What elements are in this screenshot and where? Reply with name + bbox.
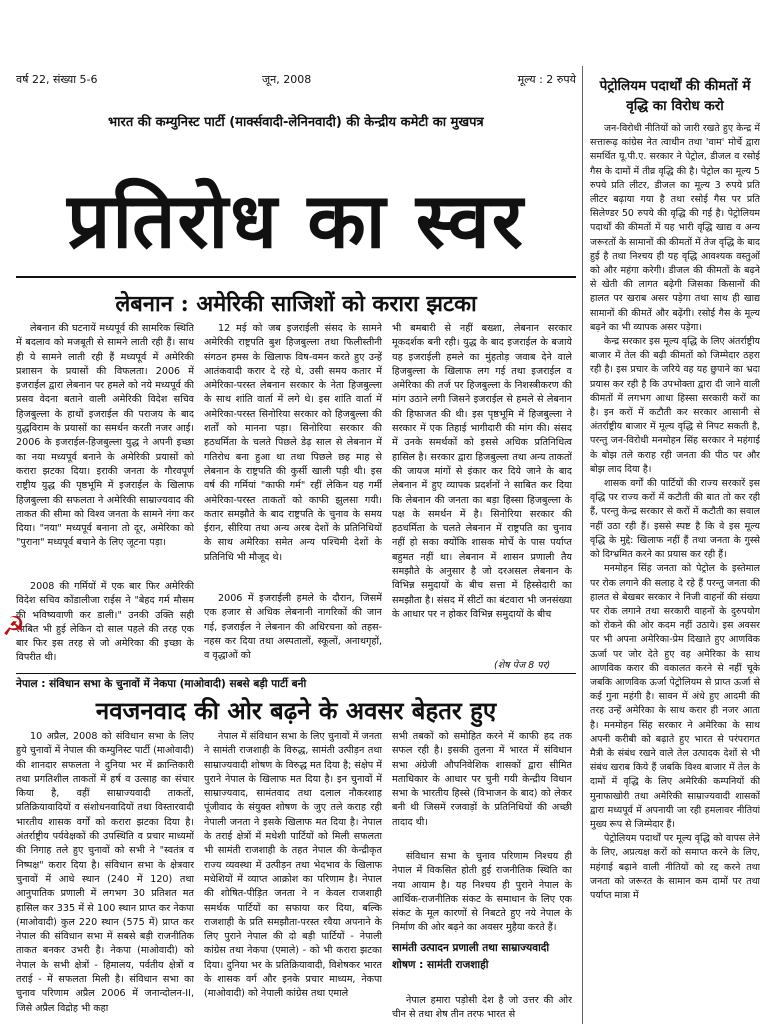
nepal-subhead: सामंती उत्पादन प्रणाली तथा साम्राज्यवादी शोषण : सामंती राजशाही: [392, 942, 550, 971]
nepal-col-3-text: सभी तबकों को समोहित करने में काफी हद तक सफल रही है। इसकी तुलना में भारत में संविधान सभा अंग्रेजी औपनिवेशिक शासकों द्वारा सीमित मताधिकार के आधार पर चुनी गयी केन्द्रीय विधान सभा के भारतीय हिस्से (विभाजन के बाद) को लेकर बनी थी जिसमें रजवाड़ों के प्रतिनिधियों की अच्छी तादाद थी।: [392, 731, 572, 828]
lebanon-col-2b-text: 2006 में इजराईली हमले के दौरान, जिसमें एक हजार से अधिक लेबनानी नागरिकों की जान गई, इजराईल ने लेबनान की अधिरचना को तहस-नहस कर दिया तथा अस्पतालों, स्कूलों, अनाथगृहों, व वृद्धाओं को: [204, 593, 382, 662]
issue-line: [16, 72, 576, 92]
nepal-col-3b-text: संविधान सभा के चुनाव परिणाम निश्चय ही नेपाल में विकसित होती हुई राजनीतिक स्थिति का नया आयाम है। यह निश्चय ही पुराने नेपाल के आर्थिक-राजनीतिक संकट के समाधान के लिए एक संकट के मूल कारणों से निबटते हुए नये नेपाल के निर्माण की ओर बढ़ने का अवसर मुहैया करते हैं।: [392, 851, 572, 934]
nepal-col-2-text: नेपाल में संविधान सभा के लिए चुनावों में जनता ने सामंती राजशाही के विरुद्ध, सामंती उत्पीड़न तथा साम्राज्यवादी शोषण के विरुद्ध मत दिया है; संक्षेप में पुराने नेपाल के खिलाफ मत दिया है। इन चुनावों में साम्राज्यवाद, सामंतवाद तथा दलाल नौकरशाह पूंजीवाद के संयुक्त शोषण के जुए तले कराह रही नेपाली जनता ने इसके खिलाफ मत दिया है। नेपाल के तराई क्षेत्रों में मधेशी पार्टियों को मिली सफलता भी सामंती राजशाही के तहत नेपाल की केन्द्रीकृत राज्य व्यवस्था में उत्पीड़न तथा भेदभाव के खिलाफ मधेशियों में व्याप्त आक्रोश का परिणाम है। नेपाल की शोषित-पीड़ित जनता ने न केवल राजशाही समर्थक पार्टियों का सफाया कर दिया, बल्कि राजशाही के प्रति समझौता-परस्त रवैया अपनाने के लिए पुराने नेपाल की दो बड़ी पार्टियों - नेपाली कांग्रेस तथा नेकपा (एमाले) - को भी करारा झटका दिया। दुनिया भर के प्रतिक्रियावादी, विशेषकर भारत के शासक वर्ग और इनके प्रचार माध्यम, नेकपा (माओवादी) को नेपाली कांग्रेस तथा एमाले: [204, 731, 382, 1000]
nepal-kicker: नेपाल : संविधान सभा के चुनावों में नेकपा (माओवादी) सबसे बड़ी पार्टी बनी: [16, 678, 307, 690]
nepal-col-1: [16, 730, 194, 1022]
lebanon-col-3: [392, 322, 572, 664]
petroleum-p4: मनमोहन सिंह जनता को पेट्रोल के इस्तेमाल पर रोक लगाने की सलाह दे रहे हैं परन्तु जनता की हालत से बेखबर सरकार ने निजी वाहनों की संख्या पर रोक लगाने तथा सरकारी वाहनों के दुरुपयोग को रोकने की ओर कदम नहीं उठाये। इस अवसर पर भी अपना अमेरिका-प्रेम दिखाते हुए आणविक ऊर्जा पर जोर देते हुए वह अमेरिका के साथ आणविक करार की वकालत करने से नहीं चूके जबकि आणविक ऊर्जा पेट्रोलियम से प्राप्त ऊर्जा से कई गुना महंगी है। सावन में अंधे हुए आदमी की तरह उन्हें अमेरिका के साथ करार ही नजर आता है। मनमोहन सिंह सरकार ने अमेरिका के साथ अपनी करीबी को बढ़ाते हुए भारत से परंपरागत मैत्री के संबंध रखने वाले तेल उत्पादक देशों से भी संबंध खराब किये हैं जबकि विश्व बाजार में तेल के दामों में वृद्धि के लिए अमेरिकी कम्पनियों की मुनाफाखोरी तथा अमेरिकी साम्राज्यवादी शासकों द्वारा मध्यपूर्व में अपनायी जा रही हमलावर नीतियां मुख्य रूप से जिम्मेदार हैं।: [590, 563, 760, 830]
lebanon-headline: लेबनान : अमेरिकी साजिशों को करारा झटका: [115, 291, 477, 317]
continued-note: (शेष पेज 8 पर): [494, 660, 551, 671]
nepal-col-3b: [392, 850, 572, 936]
nepal-col-3c: [392, 994, 572, 1022]
issue-volume: वर्ष 22, संख्या 5-6: [16, 73, 98, 86]
lebanon-col-1: [16, 322, 194, 578]
lebanon-col-3-text: भी बमबारी से नहीं बख्शा, लेबनान सरकार मूकदर्शक बनी रही। युद्ध के बाद इजराईल के बजाये यह इजराईली हमले का मुंहतोड़ जवाब देने वाले हिजबुल्ला के खिलाफ लग गई तथा इजराईल व अमेरिका की तर्ज पर हिजबुल्ला के निशस्त्रीकरण की मांग उठाने लगी जिसने इजराईल से हमले से लेबनान की हिफाजत की थी। इस पृष्ठभूमि में हिजबुल्ला ने सरकार में एक तिहाई भागीदारी की मांग की। संसद में उनके समर्थकों को इससे अधिक प्रतिनिधित्व हासिल है। सरकार द्वारा हिजबुल्ला तथा अन्य ताकतों की जायज मांगों से इंकार कर दिये जाने के बाद लेबनान में हुए व्यापक प्रदर्शनों ने साबित कर दिया कि लेबनान की जनता का बड़ा हिस्सा हिजबुल्ला के पक्ष के समर्थन में है। सिनोरिया सरकार की हठधर्मिता के चलते लेबनान में राष्ट्रपति का चुनाव नहीं हो सका क्योंकि शासक मोर्चे के पास पर्याप्त बहुमत नहीं था। लेबनान में शासन प्रणाली तैय समझौते के अनुसार है जो दरअसल लेबनान के विभिन्न समुदायों के बीच सत्ता में हिस्सेदारी का समझौता है। संसद में सीटों का बंटवारा भी जनसंख्या के आधार पर न होकर विभिन्न समुदायों के बीच: [392, 323, 572, 620]
nepal-col-2: [204, 730, 382, 1022]
lebanon-col-1b-text: 2008 की गर्मियों में एक बार फिर अमेरिकी विदेश सचिव कोंडालीजा राईस ने "बेहद गर्म मौसम की भविष्यवाणी कर डाली।" उनकी उक्ति सही साबित भी हुई लेकिन दो साल पहले की तरह एक बार फिर इस तरह से जो अमेरिका की इच्छा के विपरीत थी।: [16, 581, 194, 664]
nepal-headline: नवजनवाद की ओर बढ़ने के अवसर बेहतर हुए: [95, 696, 497, 725]
nepal-col-1-text: 10 अप्रैल, 2008 को संविधान सभा के लिए हुये चुनावों में नेपाल की कम्युनिस्ट पार्टी (माओवादी) की शानदार सफलता ने दुनिया भर में क्रान्तिकारी तथा प्रगतिशील ताकतों में हर्ष व उत्साह का संचार किया है, वहीं साम्राज्यवादी ताकतों, प्रतिक्रियावादियों व संशोधनवादियों तथा विस्तारवादी भारतीय शासक वर्गों को करारा झटका दिया है। अंतर्राष्ट्रीय पर्यवेक्षकों की उपस्थिति व प्रचार माध्यमों की निगाह तले हुए चुनावों को सभी ने "स्वतंत्र व निष्पक्ष" करार दिया है। संविधान सभा के क्षेत्रवार चुनावों में आधे स्थान (240 में 120) तथा आनुपातिक प्रणाली में लगभग 30 प्रतिशत मत हासिल कर 335 में से 100 स्थान प्राप्त कर नेकपा (माओवादी) कुल 220 स्थान (575 में) प्राप्त कर नेपाल की संविधान सभा में सबसे बड़ी राजनीतिक ताकत बनकर उभरी है। नेकपा (माओवादी) को नेपाल के सभी क्षेत्रों - हिमालय, पर्वतीय क्षेत्रों व तराई - में सफलता मिली है। संविधान सभा का चुनाव परिणाम अप्रैल 2006 में जनान्दोलन-II, जिसे अप्रैल विद्रोह भी कहा: [16, 731, 194, 1014]
petroleum-p3: शासक वर्गों की पार्टियों की राज्य सरकारें इस वृद्धि पर राज्य करों में कटौती की बात तो कर रही हैं, परन्तु केन्द्र सरकार से करों में कटौती का सवाल नहीं उठा रही हैं। इससे स्पष्ट है कि वे इस मूल्य वृद्धि के मुद्दे: खिलाफ नहीं हैं तथा जनता के गुस्से को दिग्भ्रमित करने का प्रयास कर रही हैं।: [590, 478, 760, 561]
lebanon-col-2: [204, 322, 382, 588]
petroleum-p1: जन-विरोधी नीतियों को जारी रखते हुए केन्द्र में सत्तारूढ़ कांग्रेस नेत त्वाधीन तथा 'वाम' मोर्चे द्वारा समर्थित यू.पी.ए. सरकार ने पेट्रोल, डीजल व रसोई गैस के दामों में तीव्र वृद्धि की है। पेट्रोल का मूल्य 5 रुपये प्रति लीटर, डीजल का मूल्य 3 रुपये प्रति लीटर बढ़ाया गया है तथा रसोई गैस पर प्रति सिलेण्डर 50 रुपये की वृद्धि की गई है। पेट्रोलियम पदार्थों की कीमतों में यह भारी वृद्धि खाद्य व अन्य जरूरतों के सामानों की कीमतों में तेज वृद्धि के बाद हुई है तथा निश्चय ही यह वृद्धि आवश्यक वस्तुओं को और महंगा करेगी। डीजल की कीमतों के बढ़ने से खेती की लागत बढ़ेगी जिसका किसानों की हालत पर खराब असर पड़ेगा तथा साथ ही खाद्य सामानों की कीमतें और बढ़ेंगी। रसोई गैस के मूल्य बढ़ने का भी व्यापक असर पड़ेगा।: [590, 123, 760, 333]
issue-date: जून, 2008: [262, 73, 312, 86]
petroleum-body: [590, 122, 760, 1022]
party-line: भारत की कम्युनिस्ट पार्टी (मार्क्सवादी-लेनिनवादी) की केन्द्रीय कमेटी का मुखपत्र: [108, 115, 484, 130]
masthead-title: प्रतिरोध का स्वर: [67, 176, 525, 265]
hammer-sickle-icon: ☭: [2, 612, 26, 642]
petroleum-p5: पेट्रोलियम पदार्थों पर मूल्य वृद्धि को वापस लेने के लिए, अप्रत्यक्ष करों को समाप्त करने के लिए, महंगाई बढ़ाने वाली नीतियों को रद्द करने तथा जनता को जरूरत के सामान कम दामों पर तथा पर्याप्त मात्रा में: [590, 833, 760, 901]
nepal-col-3c-text: नेपाल हमारा पड़ोसी देश है जो उत्तर की ओर चीन से तथा शेष तीन तरफ भारत से: [392, 995, 572, 1021]
column-divider: [582, 66, 583, 1024]
lebanon-col-1b: [16, 580, 194, 670]
issue-price: मूल्य : 2 रुपये: [517, 73, 576, 86]
lebanon-col-2b: [204, 592, 382, 672]
nepal-col-3: [392, 730, 572, 848]
lebanon-col-1-text: लेबनान की घटनायें मध्यपूर्व की सामरिक स्थिति में बदलाव को मजबूती से सामने लाती रही हैं। साथ ही ये सामने लाती रही हैं मध्यपूर्व में अमेरिकी प्रशासन के प्रयासों की विफलता। 2006 में इजराईल द्वारा लेबनान पर हमले को नये मध्यपूर्व की प्रसव वेदना बताने वाली अमेरिकी विदेश सचिव हिजबुल्ला के हाथों इजराईल की पराजय के बाद युद्धविराम के प्रयासों का समर्थन करती नजर आई। 2006 के इजराईल-हिजबुल्ला युद्ध ने अपनी इच्छा का नया मध्यपूर्व बनाने के अमेरिकी प्रयासों को करारा झटका दिया। इराकी जनता के गौरवपूर्ण राष्ट्रीय युद्ध की पृष्ठभूमि में इजराईल के खिलाफ हिजबुल्ला की सफलता ने अमेरिकी साम्राज्यवाद की ताकत की सीमा को विश्व जनता के सामने नंगा कर दिया। "नया" मध्यपूर्व बनाना तो दूर, अमेरिका को "पुराना" मध्यपूर्व बचाने के लिए जूटना पड़ा।: [16, 323, 194, 549]
lebanon-col-2-text: 12 मई को जब इजराईली संसद के सामने अमेरिकी राष्ट्रपति बुश हिजबुल्ला तथा फिलीस्तीनी संगठन हमस के खिलाफ विष-वमन करते हुए उन्हें आतंकवादी करार दे रहे थे, उसी समय कतार में अमेरिका-परस्त लेबनान सरकार के नेता हिजबुल्ला के साथ शांति वार्ता में लगे थे। इस शांति वार्ता में अमेरिका-परस्त सिनोरिया सरकार को हिजबुल्ला की शर्तों को मानना पड़ा। सिनोरिया सरकार की हठधर्मिता के चलते पिछले डेढ़ साल से लेबनान में गतिरोध बना हुआ था तथा पिछले छह माह से लेबनान के राष्ट्रपति की कुर्सी खाली पड़ी थी। इस वर्ष की गर्मियां "काफी गर्म" रहीं लेकिन यह गर्मी अमेरिका-परस्त ताकतों को काफी झुलसा गयी। कतार समझौते के बाद राष्ट्रपति के चुनाव के समय ईरान, सीरिया तथा अन्य अरब देशों के प्रतिनिधियों के साथ अमेरिका समेत अन्य पश्चिमी देशों के प्रतिनिधि भी मौजूद थे।: [204, 323, 382, 563]
masthead-rule: [16, 276, 576, 278]
petroleum-p2: केन्द्र सरकार इस मूल्य वृद्धि के लिए अंतर्राष्ट्रीय बाजार में तेल की बढ़ी कीमतों को जिम्मेदार ठहरा रही है। इस प्रचार के जरिये वह यह छुपाने का भ्रदा प्रयास कर रही है कि उपभोक्ता द्वारा दी जाने वाली कीमतों में लगभग आधा हिस्सा सरकारी करों का है। इन करों में कटौती कर सरकार आसानी से अंतर्राष्ट्रीय बाजार में मूल्य वृद्धि से निपट सकती है, परन्तु जन-विरोधी मनमोहन सिंह सरकार ने महंगाई के बोझ तले कराह रही जनता की पीठ पर और बोझ लाद दिया है।: [590, 336, 760, 475]
petroleum-headline: पेट्रोलियम पदार्थों की कीमतों में वृद्धि का विरोध करो: [599, 78, 751, 114]
section-rule: [16, 673, 576, 674]
